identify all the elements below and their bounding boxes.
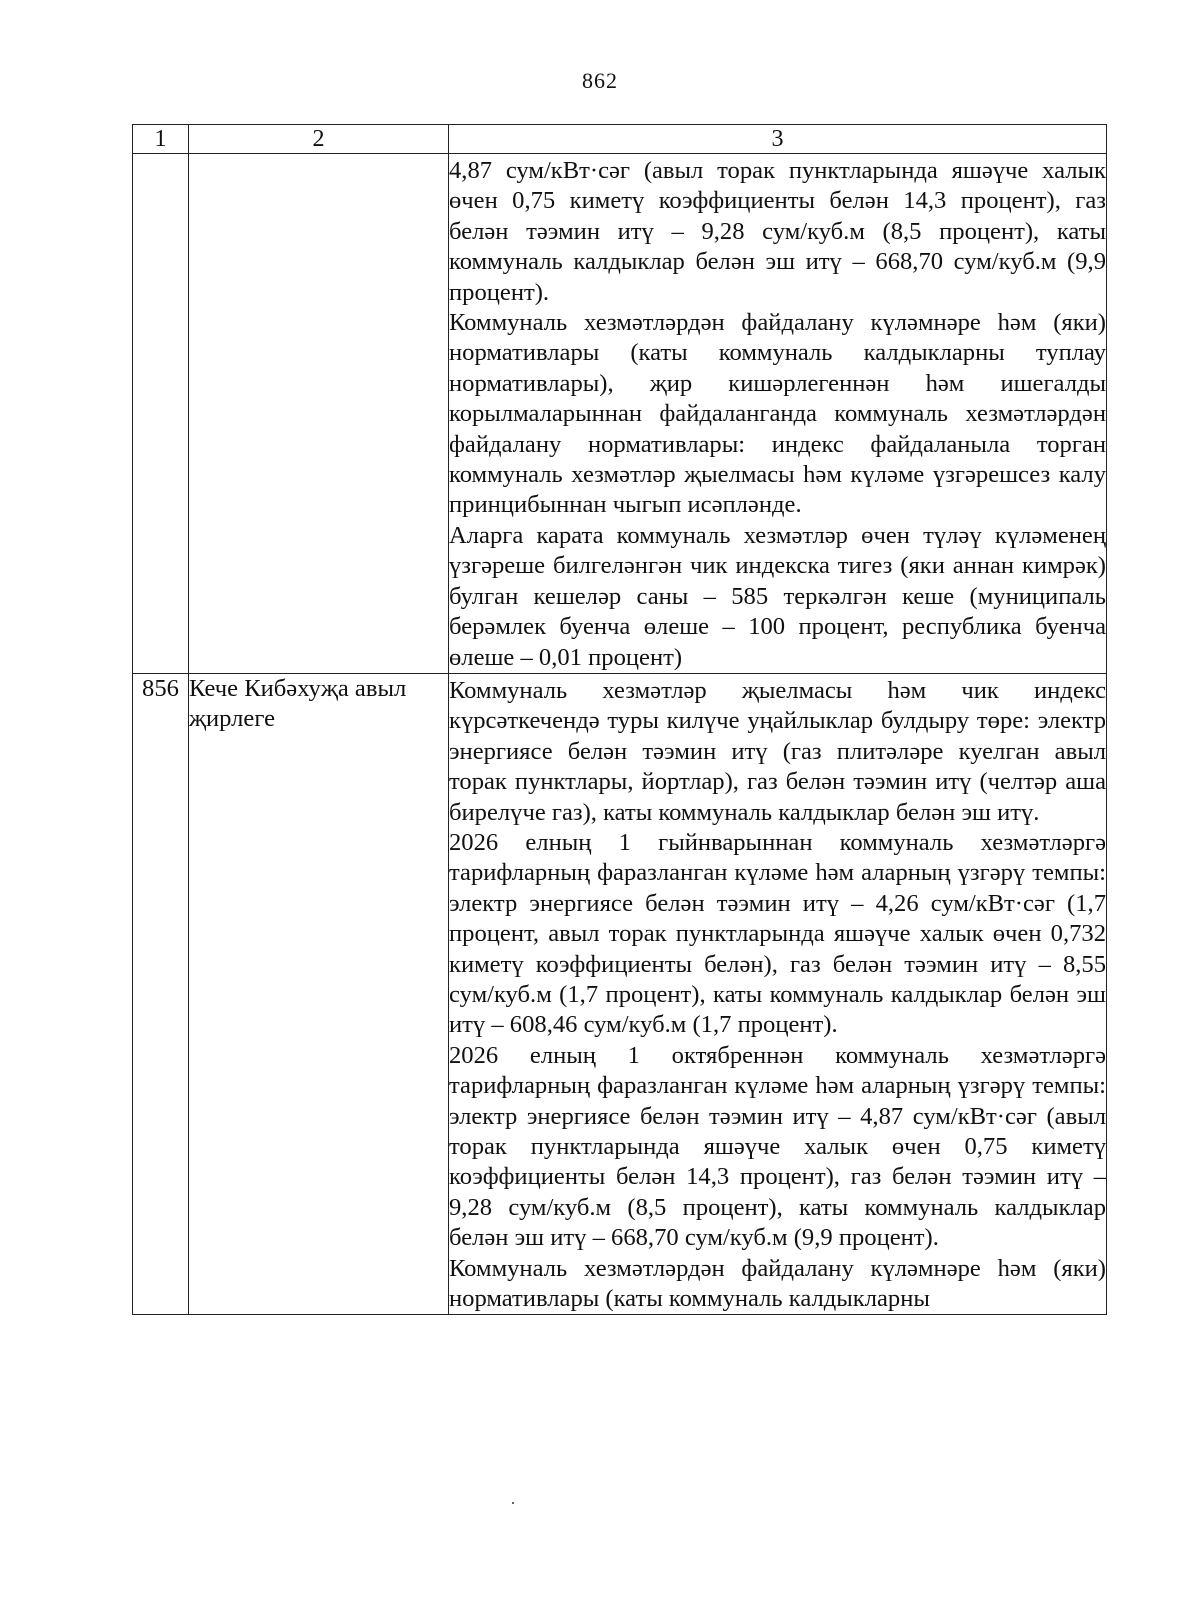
table-row <box>133 673 1107 1315</box>
table-header-row <box>133 125 1107 154</box>
page-number: 862 <box>582 68 618 93</box>
paragraph: 2026 елның 1 октябреннән коммуналь хезмәтләргә тарифларның фаразланган күләме һәм аларның үзгәрү темпы: электр энергиясе белән тәэмин итү – 4,87 сум/кВт·сәг (авыл торак пунктларында яшәүче халык өчен 0,75 киметү коэффициенты белән 14,3 процент), газ белән тәэмин итү – 9,28 сум/куб.м (8,5 процент), каты коммуналь калдыклар белән эш итү – 668,70 сум/куб.м (9,9 процент). <box>449 1041 1106 1252</box>
table-row <box>133 154 1107 674</box>
paragraph: 2026 елның 1 гыйнварыннан коммуналь хезмәтләргә тарифларның фаразланган күләме һәм аларның үзгәрү темпы: электр энергиясе белән тәэмин итү – 4,26 сум/кВт·сәг (1,7 процент, авыл торак пунктларында яшәүче халык өчен 0,732 киметү коэффициенты белән), газ белән тәэмин итү – 8,55 сум/куб.м (1,7 процент), каты коммуналь калдыклар белән эш итү – 608,46 сум/куб.м (1,7 процент). <box>449 828 1106 1039</box>
column-header-2: 2 <box>189 125 449 154</box>
paragraph: 4,87 сум/кВт·сәг (авыл торак пунктларында яшәүче халык өчен 0,75 киметү коэффициенты белән 14,3 процент), газ белән тәэмин итү – 9,28 сум/куб.м (8,5 процент), каты коммуналь калдыклар белән эш итү – 668,70 сум/куб.м (9,9 процент). <box>449 157 1106 306</box>
tariff-table <box>132 124 1107 1315</box>
column-header-1: 1 <box>133 125 189 154</box>
row-description <box>449 154 1107 674</box>
municipality-name: Кече Кибәхуҗа авыл җирлеге <box>189 673 449 1315</box>
row-description <box>449 673 1107 1315</box>
scan-speck <box>512 1502 514 1504</box>
paragraph: Коммуналь хезмәтләрдән файдалану күләмнәре һәм (яки) нормативлары (каты коммуналь калдыкларны <box>449 1254 1106 1313</box>
municipality-name <box>189 154 449 674</box>
paragraph: Аларга карата коммуналь хезмәтләр өчен түләү күләменең үзгәреше билгеләнгән чик индекска тигез (яки аннан кимрәк) булган кешеләр саны – 585 теркәлгән кеше (муниципаль берәмлек буенча өлеше – 100 процент, республика буенча өлеше – 0,01 процент) <box>449 521 1106 671</box>
row-number <box>133 154 189 674</box>
paragraph: Коммуналь хезмәтләрдән файдалану күләмнәре һәм (яки) нормативлары (каты коммуналь калдыкларны туплау нормативлары), җир кишәрлегеннән һәм ишегалды корылмаларыннан файдаланганда коммуналь хезмәтләрдән файдалану нормативлары: индекс файдаланыла торган коммуналь хезмәтләр җыелмасы һәм күләме үзгәрешсез калу принцибыннан чыгып исәпләнде. <box>449 309 1106 519</box>
row-number: 856 <box>133 673 189 1315</box>
column-header-3: 3 <box>449 125 1107 154</box>
paragraph: Коммуналь хезмәтләр җыелмасы һәм чик индекс күрсәткечендә туры килүче уңайлыклар булдыру төре: электр энергиясе белән тәэмин итү (газ плитәләре куелган авыл торак пунктлары, йортлар), газ белән тәэмин итү (челтәр аша бирелүче газ), каты коммуналь калдыклар белән эш итү. <box>449 676 1106 826</box>
